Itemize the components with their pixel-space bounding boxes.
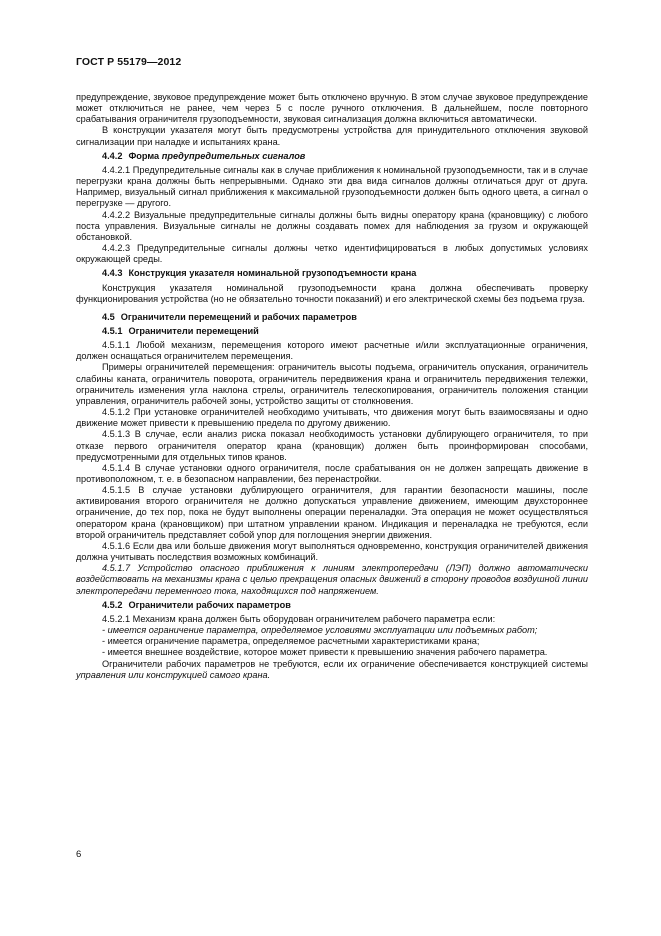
paragraph-4-5-1-3: 4.5.1.3 В случае, если анализ риска показал необходимость установки дублирующего ограничителя, то при отказе первого ограничителя оператор крана (крановщик) должен быть проинформирован способами, предусмотренными для отдельных типов кранов. [76, 429, 588, 462]
paragraph-4-5-1-4: 4.5.1.4 В случае установки одного ограничителя, после срабатывания он не должен запрещать движение в противоположном, т. е. в безопасном направлении, без перенастройки. [76, 462, 588, 484]
section-number: 4.5 [102, 311, 115, 322]
paragraph-4-5-1-5: 4.5.1.5 В случае установки дублирующего ограничителя, для гарантии безопасности машины, после активирования второго ограничителя не должно допускаться управление движением, имеющим двухстороннее ограничение, до тех пор, пока не будут выполнены операции переналадки. Эта операция не может осуществляться оператором крана (крановщиком) при штатном управлении краном. Индикация и переналадка не требуются, если второй ограничитель представляет собой упор для поглощения энергии движения. [76, 485, 588, 540]
paragraph-final [76, 659, 588, 681]
section-heading-4-5-1 [76, 326, 588, 337]
section-number: 4.5.1 [102, 325, 123, 336]
list-item-external-influence: - имеется внешнее воздействие, которое может привести к превышению значения рабочего параметра. [102, 647, 548, 658]
page-number: 6 [76, 849, 82, 860]
paragraph-4-4-2-3: 4.4.2.3 Предупредительные сигналы должны четко идентифицироваться в любых допустимых условиях окружающей среды. [76, 243, 588, 265]
section-title: Форма [128, 150, 160, 161]
section-title: Ограничители рабочих параметров [128, 599, 291, 610]
section-number: 4.4.3 [102, 268, 123, 279]
section-heading-4-5-2 [76, 600, 588, 611]
section-title: Конструкция указателя номинальной грузоподъемности крана [128, 268, 417, 279]
paragraph-4-5-1-1-examples: Примеры ограничителей перемещения: ограничитель высоты подъема, ограничитель опускания, ограничитель слабины каната, ограничитель поворота, ограничитель передвижения крана и ограничитель передвижения тележки, ограничитель изменения угла наклона стрелы, ограничитель телескопирования, ограничитель положения станции управления, ограничитель рабочей зоны, устройство защиты от столкновения. [76, 362, 588, 406]
paragraph-4-5-2-1: 4.5.2.1 Механизм крана должен быть оборудован ограничителем рабочего параметра если: [102, 613, 496, 624]
section-title: Ограничители перемещений и рабочих параметров [120, 311, 357, 322]
section-title: Ограничители перемещений [128, 325, 259, 336]
list-item-operating-conditions: - имеется ограничение параметра, определяемое условиями эксплуатации или подъемных работ; [102, 625, 538, 636]
paragraph-4-4-2-1: 4.4.2.1 Предупредительные сигналы как в случае приближения к номинальной грузоподъемности, так и в случае перегрузки крана должны быть непрерывными. Однако эти два вида сигналов должны отличаться друг от друга. Например, визуальный сигнал приближения к максимальной грузоподъемности должен быть одного цвета, а сигнал о перегрузке — другого. [76, 164, 588, 209]
section-number: 4.5.2 [102, 599, 123, 610]
section-number: 4.4.2 [102, 150, 123, 161]
section-heading-4-4-3 [76, 268, 588, 279]
paragraph-4-5-1-7: 4.5.1.7 Устройство опасного приближения к линиям электропередачи (ЛЭП) должно автоматически воздействовать на механизмы крана с целью прекращения опасных движений в сторону проводов воздушной линии электропередачи переменного тока, находящихся под напряжением. [76, 563, 588, 596]
document-header: ГОСТ Р 55179—2012 [76, 56, 182, 68]
paragraph-4-5-1-2: 4.5.1.2 При установке ограничителей необходимо учитывать, что движения могут быть взаимосвязаны и одно движение может привести к превышению предела по другому движению. [76, 407, 588, 429]
paragraph-4-4-3: Конструкция указателя номинальной грузоподъемности крана должна обеспечивать проверку функционирования устройства (но не обязательно точности показаний) и его электрической схемы без подъема груза. [76, 282, 588, 304]
section-heading-4-4-2 [76, 151, 588, 162]
paragraph-sound-disable: В конструкции указателя могут быть предусмотрены устройства для принудительного отключения звуковой сигнализации при наладке и испытаниях крана. [76, 125, 588, 147]
paragraph-4-5-1-6: 4.5.1.6 Если два или больше движения могут выполняться одновременно, конструкция ограничителей движения должна учитывать последствия возможных комбинаций. [76, 540, 588, 563]
section-title-italic: предупредительных сигналов [161, 150, 306, 161]
paragraph-continuation: предупреждение, звуковое предупреждение может быть отключено вручную. В этом случае звуковое предупреждение может отключиться не ранее, чем через 5 с после ручного отключения. В дальнейшем, после повторного срабатывания ограничителя грузоподъемности, звуковая сигнализация должна включиться автоматически. [76, 92, 588, 125]
section-heading-4-5 [76, 312, 588, 323]
document-body [76, 92, 588, 681]
paragraph-final-italic: управления или конструкцией самого крана. [76, 669, 271, 680]
paragraph-4-4-2-2: 4.4.2.2 Визуальные предупредительные сигналы должны быть видны оператору крана (крановщику) с любого поста управления. Визуальные сигналы не должны создавать помех для наблюдения за грузом и окружающей обстановкой. [76, 209, 588, 242]
paragraph-4-5-1-1: 4.5.1.1 Любой механизм, перемещения которого имеют расчетные и/или эксплуатационные ограничения, должен оснащаться ограничителем перемещения. [76, 340, 588, 362]
document-page [76, 56, 588, 916]
list-item-design-characteristics: - имеется ограничение параметра, определяемое расчетными характеристиками крана; [102, 636, 480, 647]
paragraph-final-text: Ограничители рабочих параметров не требуются, если их ограничение обеспечивается конструкцией системы [102, 658, 588, 669]
